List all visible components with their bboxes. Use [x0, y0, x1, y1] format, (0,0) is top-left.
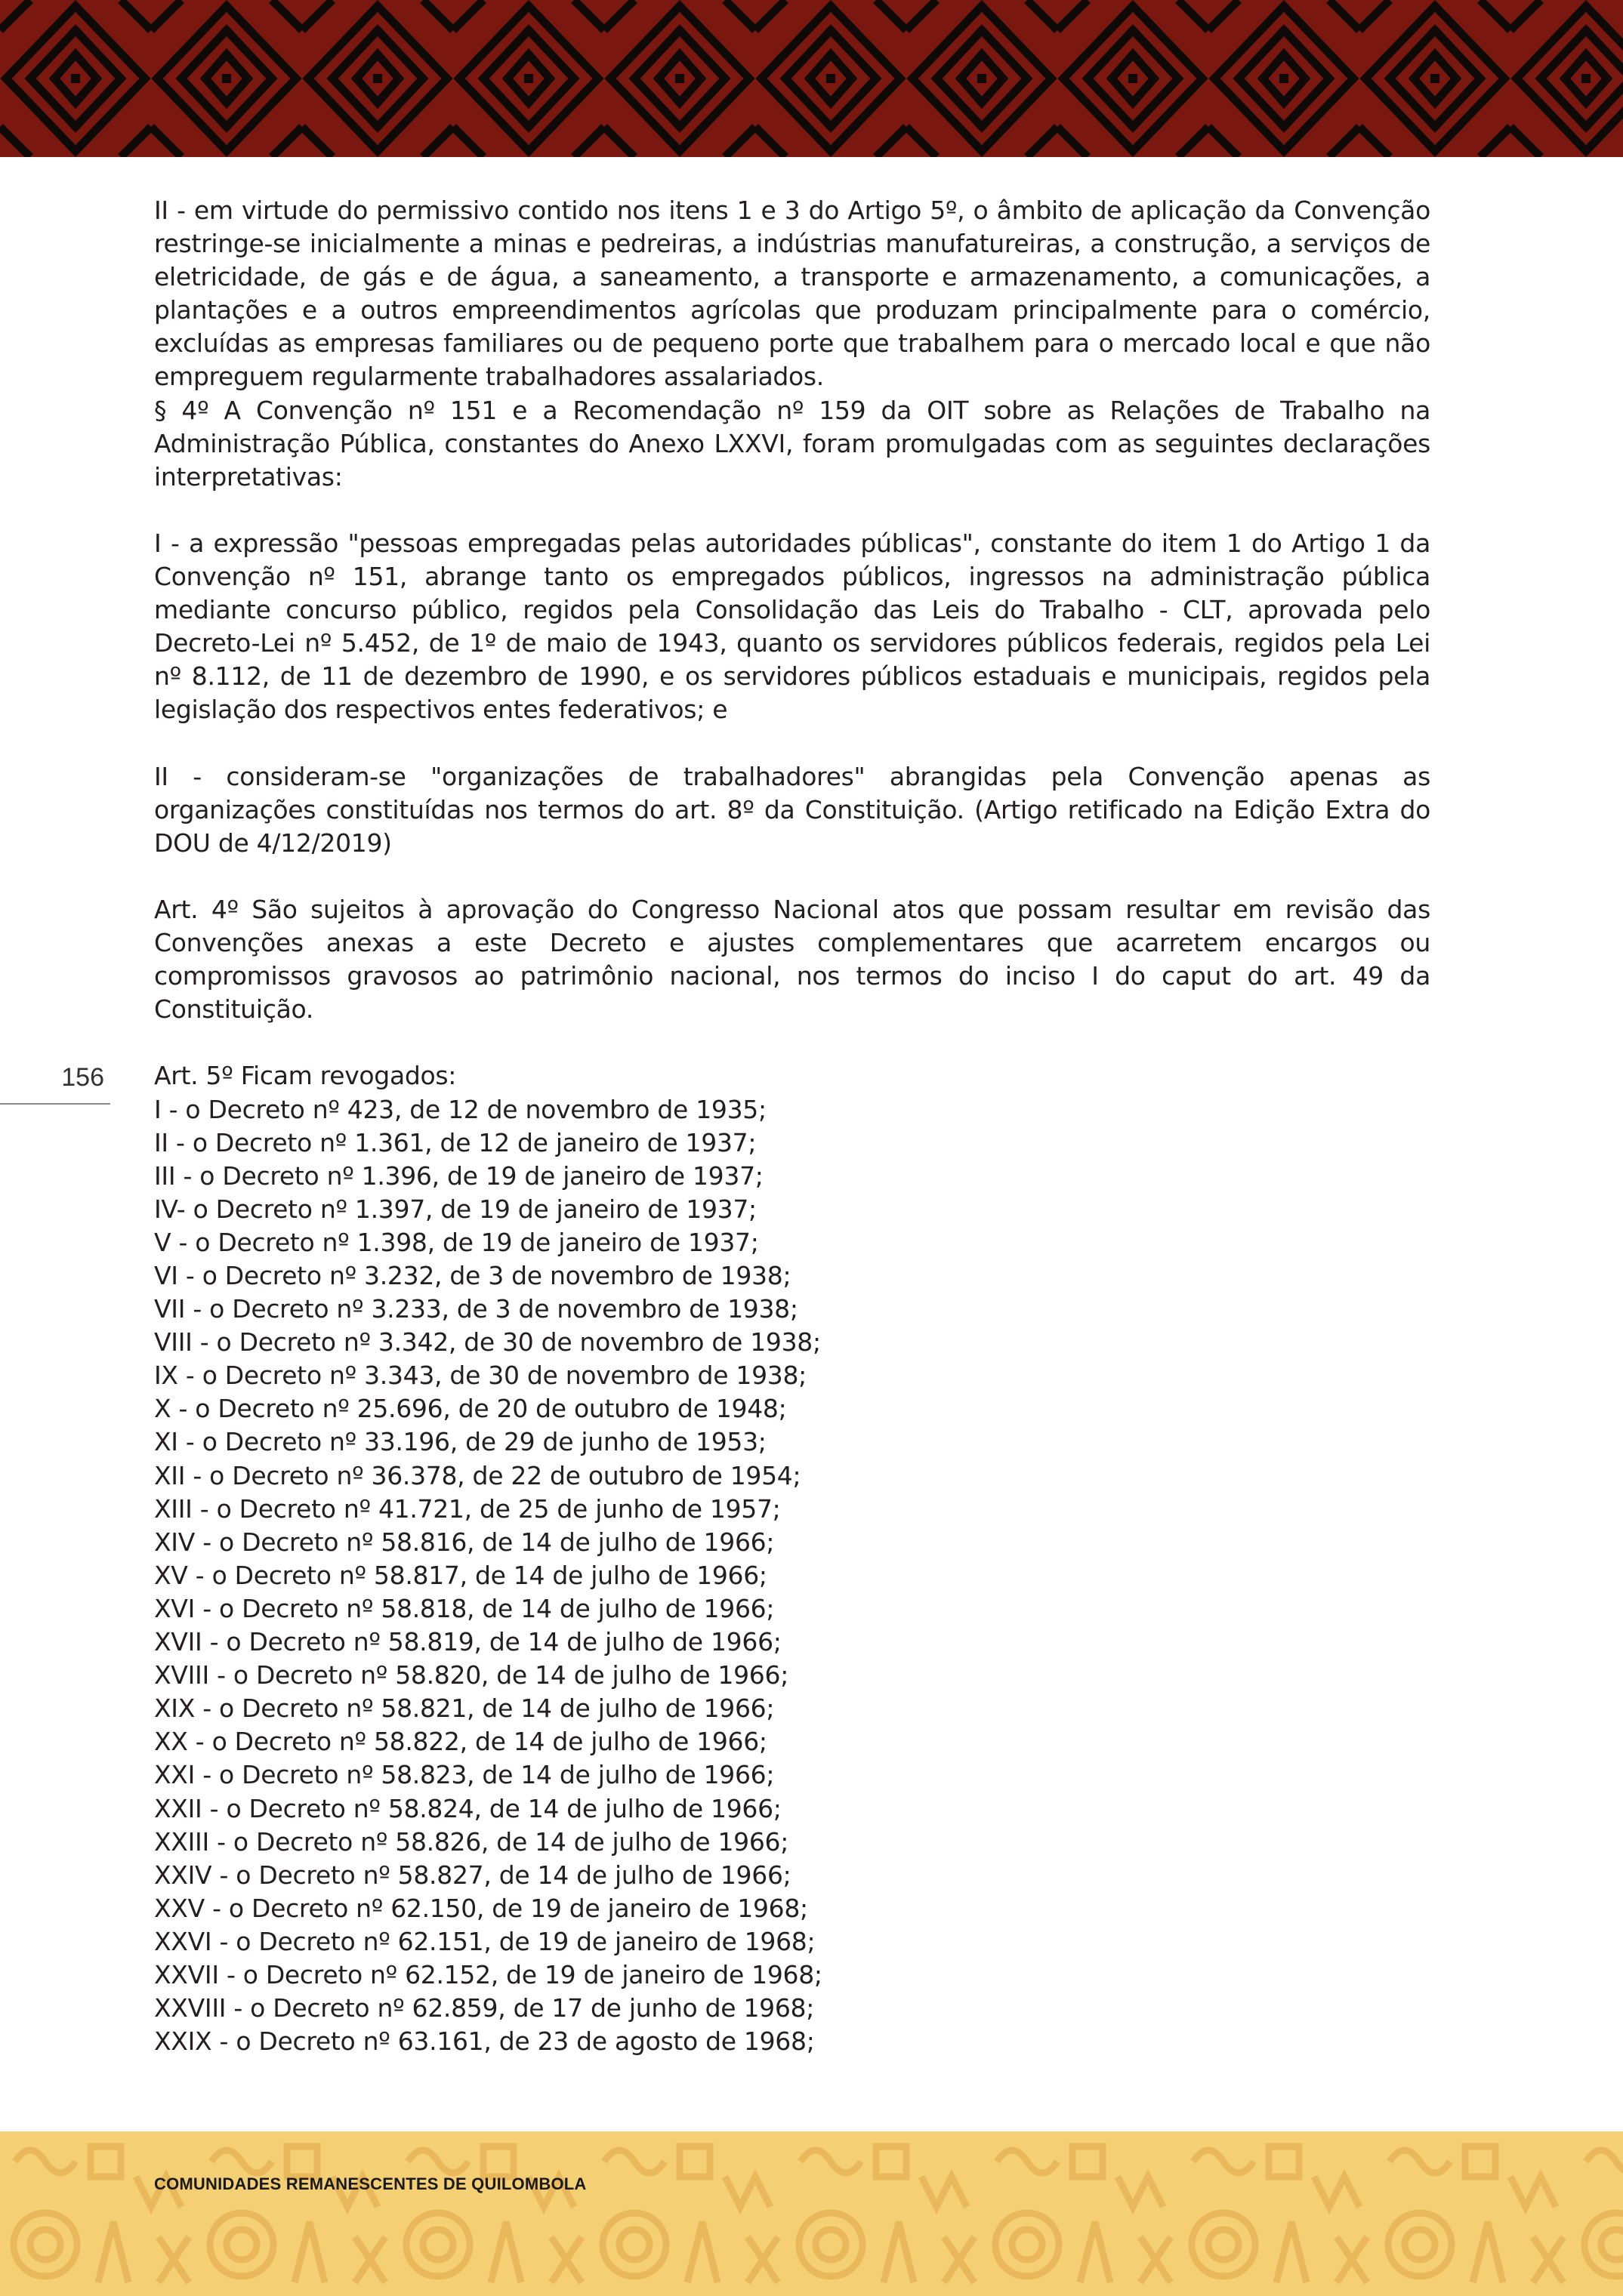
revoked-decree-item: XXII - o Decreto nº 58.824, de 14 de julho de 1966; — [154, 1793, 782, 1823]
paragraph-art-4: Art. 4º São sujeitos à aprovação do Congresso Nacional atos que possam resultar em revisão das Convenções anexas a este Decreto e ajustes complementares que acarretem encargos ou compromissos gravosos ao patrimônio nacional, nos termos do inciso I do caput do art. 49 da Constituição. — [154, 894, 1430, 1025]
header-pattern-band — [0, 0, 1623, 157]
revoked-decree-item: VIII - o Decreto nº 3.342, de 30 de novembro de 1938; — [154, 1327, 821, 1358]
paragraph-gap — [154, 860, 1430, 893]
revoked-decree-item: V - o Decreto nº 1.398, de 19 de janeiro de 1937; — [154, 1227, 759, 1257]
revoked-decree-item: XXIX - o Decreto nº 63.161, de 23 de agosto de 1968; — [154, 2026, 815, 2057]
revoked-decree-item: XXVI - o Decreto nº 62.151, de 19 de janeiro de 1968; — [154, 1926, 816, 1956]
revoked-decree-item: II - o Decreto nº 1.361, de 12 de janeiro de 1937; — [154, 1127, 757, 1157]
revoked-decree-item: XII - o Decreto nº 36.378, de 22 de outubro de 1954; — [154, 1460, 801, 1490]
revoked-decree-item: IV- o Decreto nº 1.397, de 19 de janeiro de 1937; — [154, 1194, 757, 1224]
revoked-decree-item: XXVIII - o Decreto nº 62.859, de 17 de junho de 1968; — [154, 1993, 815, 2023]
revoked-decree-item: XXVII - o Decreto nº 62.152, de 19 de janeiro de 1968; — [154, 1959, 822, 1989]
revoked-decree-item: X - o Decreto nº 25.696, de 20 de outubro de 1948; — [154, 1394, 787, 1424]
revoked-decree-item: XIX - o Decreto nº 58.821, de 14 de julho de 1966; — [154, 1693, 775, 1724]
revoked-decree-item: XVI - o Decreto nº 58.818, de 14 de julho de 1966; — [154, 1593, 775, 1623]
footer-publication-title: COMUNIDADES REMANESCENTES DE QUILOMBOLA — [154, 2174, 587, 2193]
revoked-decree-item: IX - o Decreto nº 3.343, de 30 de novembro de 1938; — [154, 1361, 807, 1391]
paragraph-section-4: § 4º A Convenção nº 151 e a Recomendação nº 159 da OIT sobre as Relações de Trabalho na Administração Pública, constantes do Anexo LXXVI, foram promulgadas com as seguintes declarações interpretativas: — [154, 395, 1430, 492]
paragraph-gap — [154, 727, 1430, 760]
paragraph-item-ii-scope: II - em virtude do permissivo contido nos itens 1 e 3 do Artigo 5º, o âmbito de aplicação da Convenção restringe-se inicialmente a minas e pedreiras, a indústrias manufatureiras, a construção, a serviços de eletricidade, de gás e de água, a saneamento, a transporte e armazenamento, a comunicações, a plantações e a outros empreendimentos agrícolas que produzam principalmente para o comércio, excluídas as empresas familiares ou de pequeno porte que trabalhem para o mercado local e que não empreguem regularmente trabalhadores assalariados. — [154, 196, 1430, 392]
art-5-heading: Art. 5º Ficam revogados: — [154, 1061, 457, 1091]
revoked-decree-item: XI - o Decreto nº 33.196, de 29 de junho de 1953; — [154, 1427, 767, 1457]
revoked-decree-item: XXV - o Decreto nº 62.150, de 19 de janeiro de 1968; — [154, 1893, 808, 1923]
revoked-decree-item: XVIII - o Decreto nº 58.820, de 14 de julho de 1966; — [154, 1660, 789, 1690]
page-number-rule — [0, 1103, 110, 1105]
revoked-decree-item: XXI - o Decreto nº 58.823, de 14 de julho de 1966; — [154, 1760, 775, 1790]
revoked-decree-item: VI - o Decreto nº 3.232, de 3 de novembro de 1938; — [154, 1261, 791, 1290]
revoked-decree-item: III - o Decreto nº 1.396, de 19 de janeiro de 1937; — [154, 1160, 764, 1191]
paragraph-item-i-expression: I - a expressão "pessoas empregadas pelas autoridades públicas", constante do item 1 do Artigo 1 da Convenção nº 151, abrange tanto os empregados públicos, ingressos na administração pública mediante concurso público, regidos pela Consolidação das Leis do Trabalho - CLT, aprovada pelo Decreto-Lei nº 5.452, de 1º de maio de 1943, quanto os servidores públicos federais, regidos pela Lei nº 8.112, de 11 de dezembro de 1990, e os servidores públicos estaduais e municipais, regidos pela legislação dos respectivos entes federativos; e — [154, 528, 1430, 725]
revoked-decree-item: XIII - o Decreto nº 41.721, de 25 de junho de 1957; — [154, 1493, 781, 1524]
revoked-decree-item: XVII - o Decreto nº 58.819, de 14 de julho de 1966; — [154, 1627, 782, 1657]
revoked-decree-item: XX - o Decreto nº 58.822, de 14 de julho de 1966; — [154, 1727, 767, 1757]
paragraph-item-ii-organizations: II - consideram-se "organizações de trabalhadores" abrangidas pela Convenção apenas as organizações constituídas nos termos do art. 8º da Constituição. (Artigo retificado na Edição Extra do DOU de 4/12/2019) — [154, 761, 1430, 858]
footer-pattern-band — [0, 2131, 1623, 2296]
paragraph-gap — [154, 1026, 1430, 1059]
document-body — [154, 194, 1430, 2058]
revoked-decree-item: XV - o Decreto nº 58.817, de 14 de julho de 1966; — [154, 1560, 767, 1590]
paragraph-gap — [154, 494, 1430, 527]
revoked-decree-item: XIV - o Decreto nº 58.816, de 14 de julho de 1966; — [154, 1527, 775, 1557]
revoked-decrees-list — [154, 1093, 1430, 2059]
revoked-decree-item: I - o Decreto nº 423, de 12 de novembro de 1935; — [154, 1094, 767, 1124]
revoked-decree-item: XXIV - o Decreto nº 58.827, de 14 de julho de 1966; — [154, 1860, 791, 1890]
page-number: 156 — [61, 1063, 104, 1092]
revoked-decree-item: VII - o Decreto nº 3.233, de 3 de novembro de 1938; — [154, 1294, 798, 1324]
revoked-decree-item: XXIII - o Decreto nº 58.826, de 14 de julho de 1966; — [154, 1826, 789, 1857]
